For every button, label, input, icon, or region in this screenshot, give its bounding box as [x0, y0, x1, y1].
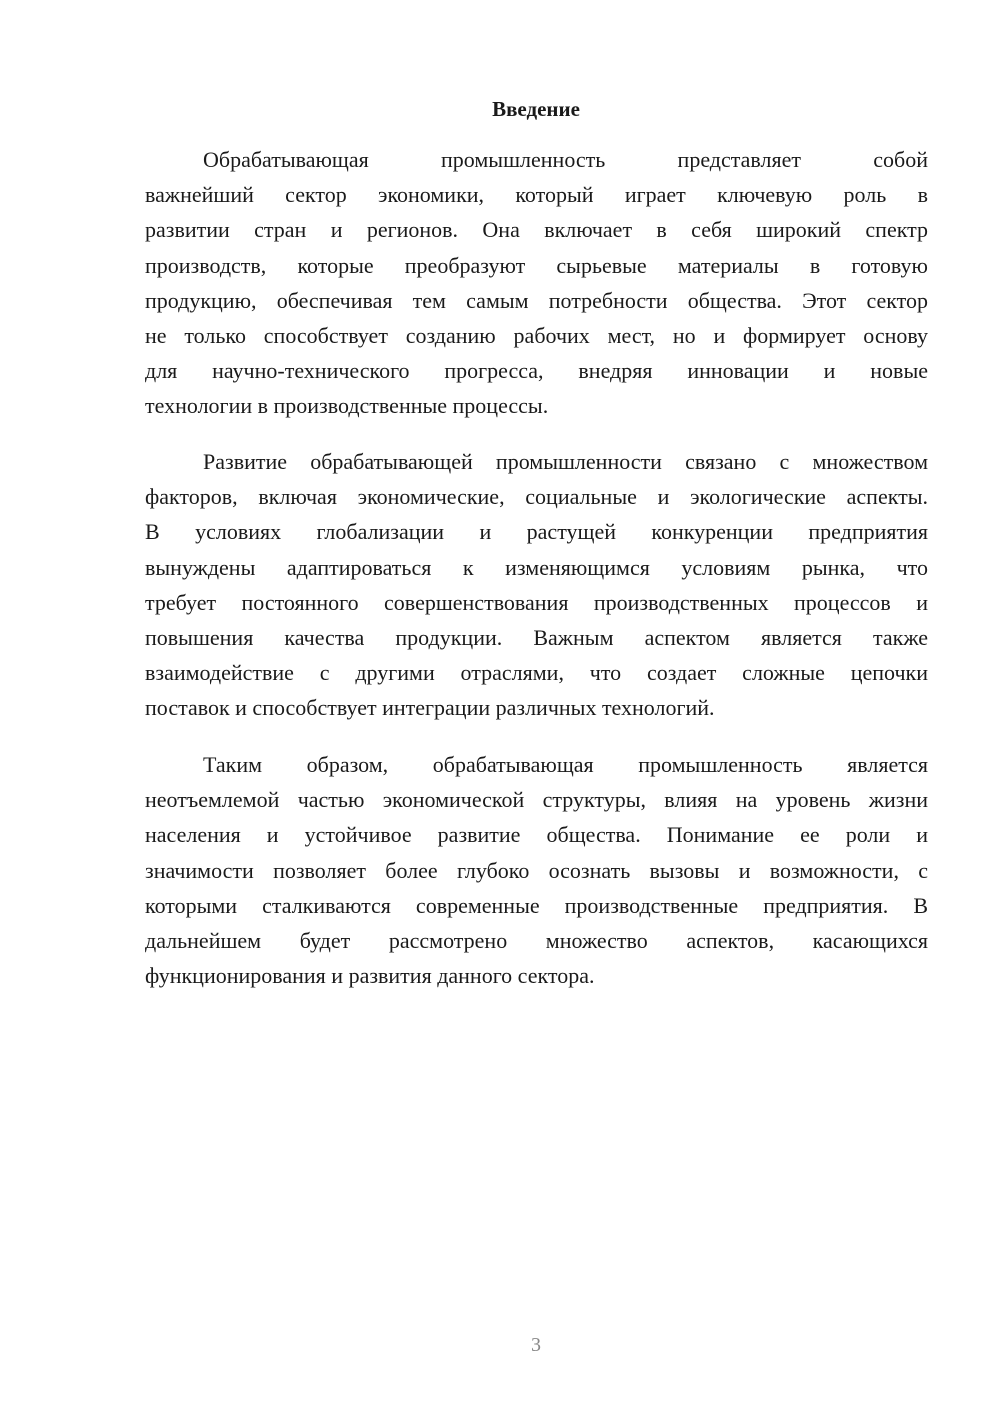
section-title: Введение [492, 97, 580, 121]
text-line: которыми сталкиваются современные производственные предприятия. В [145, 892, 928, 918]
text-line: производств, которые преобразуют сырьевые материалы в готовую [145, 252, 928, 278]
text-line: факторов, включая экономические, социальные и экологические аспекты. [145, 484, 928, 510]
text-line: значимости позволяет более глубоко осознать вызовы и возможности, с [145, 857, 928, 883]
text-line: вынуждены адаптироваться к изменяющимся условиям рынка, что [145, 554, 928, 580]
text-line: функционирования и развития данного сектора. [145, 963, 595, 989]
paragraph-2 [145, 444, 928, 726]
text-line: Развитие обрабатывающей промышленности связано с множеством [203, 449, 928, 474]
text-line: важнейший сектор экономики, который играет ключевую роль в [145, 182, 928, 208]
text-line: населения и устойчивое развитие общества. Понимание ее роли и [145, 822, 928, 848]
text-line: дальнейшем будет рассмотрено множество аспектов, касающихся [145, 927, 928, 953]
page-number: 3 [531, 1334, 541, 1356]
paragraph-3 [145, 747, 928, 993]
text-line: поставок и способствует интеграции различных технологий. [145, 695, 715, 721]
text-line: технологии в производственные процессы. [145, 393, 549, 419]
paragraph-1 [145, 142, 928, 424]
text-line: повышения качества продукции. Важным аспектом является также [145, 624, 928, 650]
text-line: неотъемлемой частью экономической структуры, влияя на уровень жизни [145, 787, 928, 813]
text-line: В условиях глобализации и растущей конкуренции предприятия [145, 519, 928, 545]
text-line: Обрабатывающая промышленность представляет собой [203, 147, 928, 172]
text-line: не только способствует созданию рабочих мест, но и формирует основу [145, 322, 928, 348]
text-line: взаимодействие с другими отраслями, что создает сложные цепочки [145, 660, 928, 686]
text-line: продукцию, обеспечивая тем самым потребности общества. Этот сектор [145, 287, 928, 313]
text-line: для научно-технического прогресса, внедряя инновации и новые [145, 358, 928, 384]
text-line: развитии стран и регионов. Она включает в себя широкий спектр [145, 217, 928, 243]
text-line: Таким образом, обрабатывающая промышленность является [203, 752, 928, 777]
text-line: требует постоянного совершенствования производственных процессов и [145, 589, 928, 615]
